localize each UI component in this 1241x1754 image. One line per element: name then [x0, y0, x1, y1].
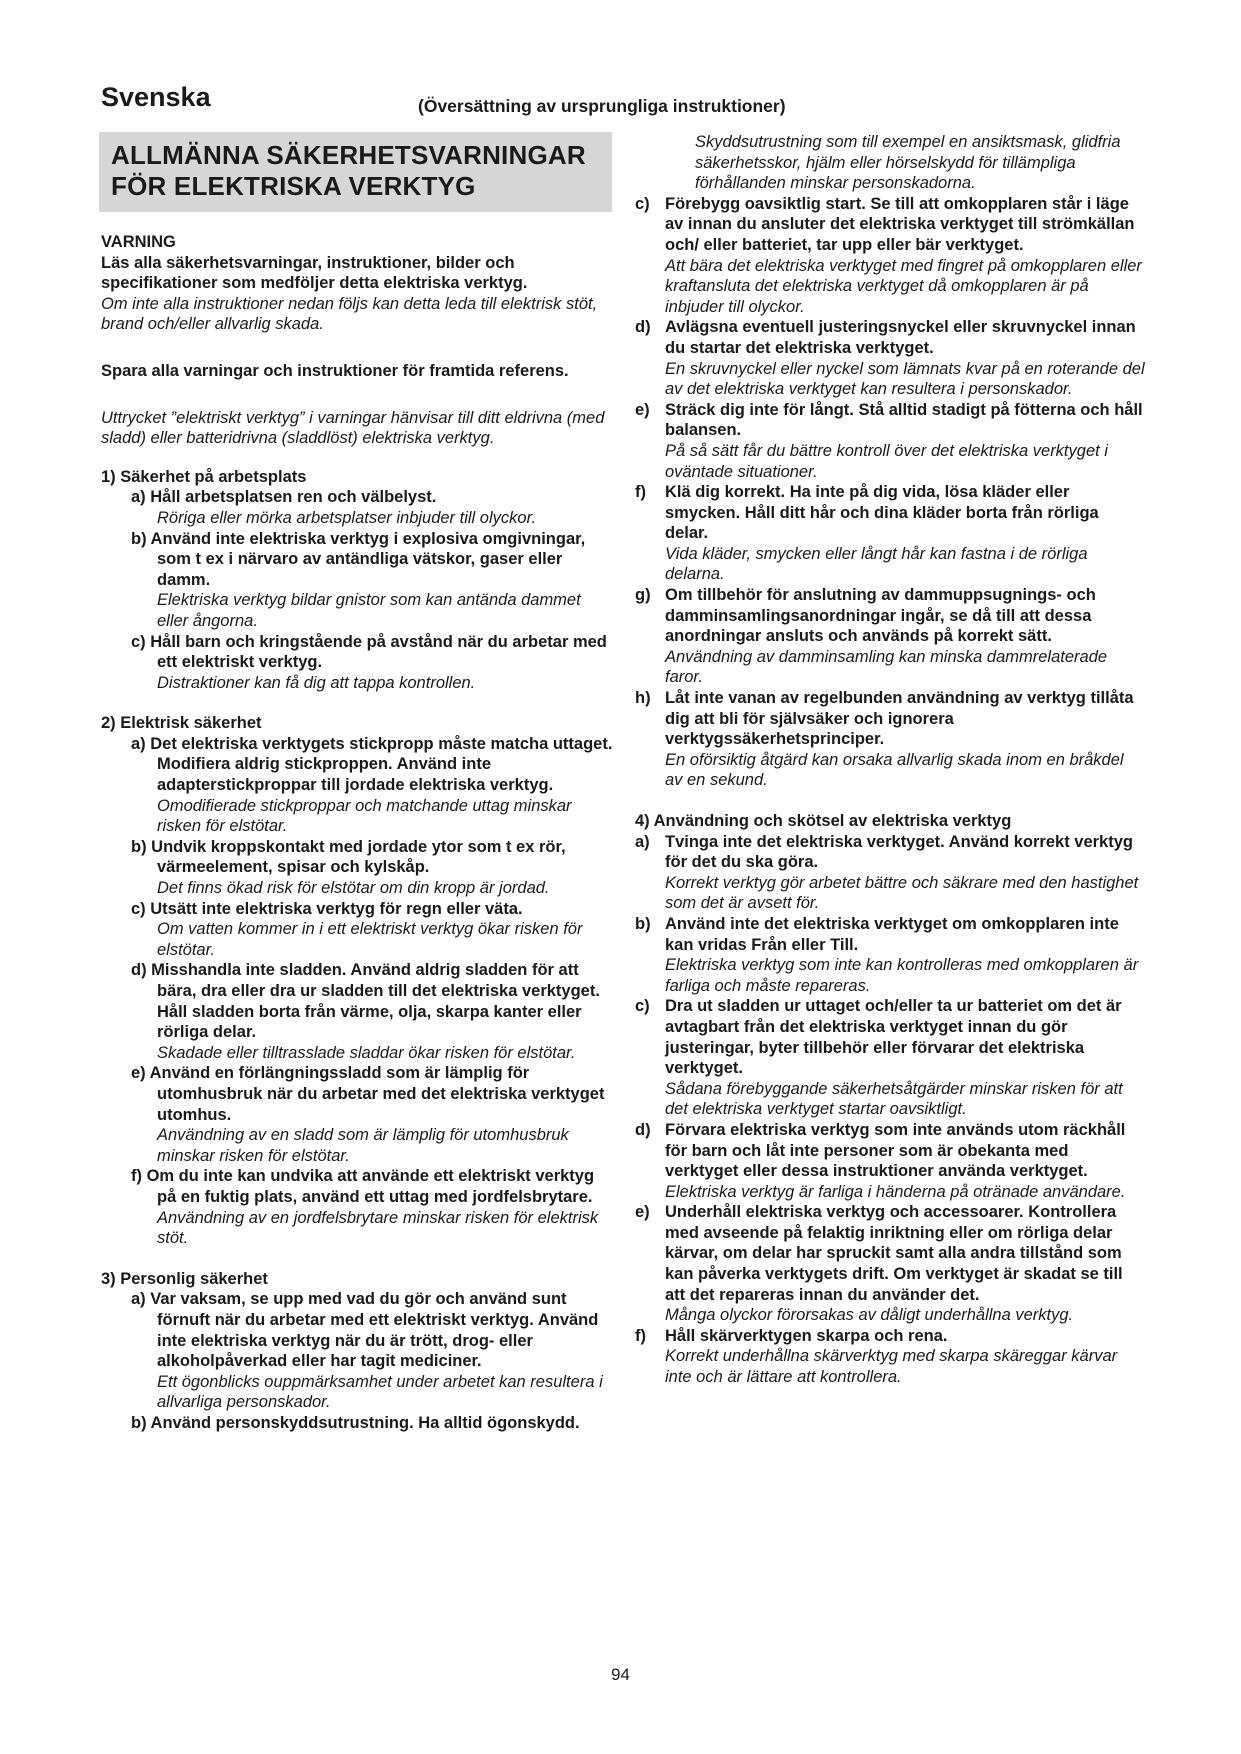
list-item: [635, 1120, 1145, 1202]
item-bold: e) Använd en förlängningssladd som är lämplig för utomhusbruk när du arbetar med det elektriska verktyget utomhus.: [131, 1064, 605, 1124]
item-bold: b) Använd personskyddsutrustning. Ha alltid ögonskydd.: [131, 1413, 580, 1432]
item-bold: Tvinga inte det elektriska verktyget. Använd korrekt verktyg för det du ska göra.: [665, 832, 1133, 872]
item-italic: Ett ögonblicks ouppmärksamhet under arbetet kan resultera i allvarliga personskador.: [157, 1372, 603, 1412]
item-italic: Om vatten kommer in i ett elektriskt verktyg ökar risken för elstötar.: [157, 920, 583, 959]
item-italic: På så sätt får du bättre kontroll över det elektriska verktyget i oväntade situationer.: [665, 441, 1108, 481]
section-banner: ALLMÄNNA SÄKERHETSVARNINGAR FÖR ELEKTRISKA VERKTYG: [99, 132, 612, 212]
item-italic: Vida kläder, smycken eller långt hår kan fastna i de rörliga delarna.: [665, 544, 1088, 584]
item-italic: Korrekt underhållna skärverktyg med skarpa skäreggar kärvar inte och är lättare att kontrollera.: [665, 1347, 1118, 1387]
item-label: c): [635, 997, 650, 1016]
item-italic: Användning av damminsamling kan minska dammrelaterade faror.: [665, 647, 1108, 687]
list-item: [635, 317, 1145, 399]
item-label: a): [635, 832, 650, 851]
section-1-title: 1) Säkerhet på arbetsplats: [101, 467, 307, 486]
list-item: [635, 482, 1145, 585]
item-bold: a) Det elektriska verktygets stickpropp måste matcha uttaget. Modifiera aldrig stickproppen. Använd inte adapterstickproppar till jordade elektriska verktyg.: [131, 734, 613, 795]
item-italic: En skruvnyckel eller nyckel som lämnats kvar på en roterande del av det elektriska verktyget kan resultera i personskador.: [665, 359, 1145, 399]
item-italic: Distraktioner kan få dig att tappa kontrollen.: [157, 673, 476, 692]
warning-italic: Om inte alla instruktioner nedan följs kan detta leda till elektrisk stöt, brand och/eller allvarlig skada.: [101, 294, 598, 334]
item-label: f): [635, 483, 646, 502]
item-italic: Elektriska verktyg som inte kan kontrolleras med omkopplaren är farliga och måste repareras.: [665, 956, 1139, 995]
list-item: [635, 1202, 1145, 1326]
item-italic: En oförsiktig åtgärd kan orsaka allvarlig skada inom en bråkdel av en sekund.: [665, 750, 1124, 790]
item-label: b): [635, 914, 651, 933]
item-bold: Förvara elektriska verktyg som inte används utom räckhåll för barn och låt inte personer som är obekanta med verktyget eller dessa instruktioner använda verktyget.: [665, 1120, 1126, 1181]
item-italic: Elektriska verktyg bildar gnistor som kan antända dammet eller ångorna.: [157, 591, 581, 630]
list-item: [101, 1289, 616, 1413]
list-item: [101, 734, 616, 837]
item-bold: c) Utsätt inte elektriska verktyg för regn eller väta.: [131, 899, 523, 918]
item-label: e): [635, 400, 650, 419]
definition-text: Uttrycket ”elektriskt verktyg” i varningar hänvisar till ditt eldrivna (med sladd) eller batteridrivna (sladdlöst) elektriska verktyg.: [101, 408, 605, 448]
item-italic: Röriga eller mörka arbetsplatser inbjuder till olyckor.: [157, 508, 537, 527]
list-item: [101, 1166, 616, 1248]
item-bold: Dra ut sladden ur uttaget och/eller ta ur batteriet om det är avtagbart från det elektriska verktyget innan du gör justeringar, byter tillbehör eller förvarar det elektriska verktyget.: [665, 997, 1122, 1078]
item-bold: Håll skärverktygen skarpa och rena.: [665, 1326, 948, 1345]
item-italic: Elektriska verktyg är farliga i händerna på otränade användare.: [665, 1182, 1126, 1201]
language-label: Svenska: [101, 82, 211, 112]
list-item: [635, 194, 1145, 318]
item-bold: c) Håll barn och kringstående på avstånd när du arbetar med ett elektriskt verktyg.: [131, 632, 607, 672]
item-italic: Omodifierade stickproppar och matchande uttag minskar risken för elstötar.: [157, 796, 572, 836]
item-label: d): [635, 318, 651, 337]
item-bold: b) Använd inte elektriska verktyg i explosiva omgivningar, som t ex i närvaro av antändliga vätskor, gaser eller damm.: [131, 529, 586, 589]
continuation-text: Skyddsutrustning som till exempel en ansiktsmask, glidfria säkerhetsskor, hjälm eller hörselskydd för tillämpliga förhållanden minskar personskadorna.: [695, 133, 1121, 193]
item-bold: Avlägsna eventuell justeringsnyckel eller skruvnyckel innan du startar det elektriska verktyget.: [665, 318, 1136, 357]
item-bold: Använd inte det elektriska verktyget om omkopplaren inte kan vridas Från eller Till.: [665, 914, 1119, 954]
item-italic: Det finns ökad risk för elstötar om din kropp är jordad.: [157, 879, 550, 898]
item-italic: Användning av en sladd som är lämplig för utomhusbruk minskar risken för elstötar.: [157, 1126, 569, 1165]
item-bold: Låt inte vanan av regelbunden användning av verktyg tillåta dig att bli för självsäker och ignorera verktygssäkerhetsprinciper.: [665, 689, 1134, 749]
list-item: [101, 529, 616, 632]
list-item: [101, 1413, 616, 1434]
item-bold: Underhåll elektriska verktyg och accessoarer. Kontrollera med avseende på felaktig inriktning eller om rörliga delar kärvar, om delar har spruckit samt alla andra tillstånd som kan påverka verktygets drift. Om verktyget är skadat se till att det repareras innan du använder det.: [665, 1203, 1123, 1304]
item-italic: Skadade eller tilltrasslade sladdar ökar risken för elstötar.: [157, 1043, 576, 1062]
list-item: [101, 837, 616, 899]
list-item: [101, 960, 616, 1063]
item-bold: f) Om du inte kan undvika att använde ett elektriskt verktyg på en fuktig plats, använd ett uttag med jordfelsbrytare.: [131, 1167, 595, 1206]
item-bold: a) Var vaksam, se upp med vad du gör och använd sunt förnuft när du arbetar med ett elektriskt verktyg. Använd inte elektriska verktyg när du är trött, drog- eller alkoholpåverkad eller har tagit mediciner.: [131, 1290, 599, 1371]
item-label: e): [635, 1203, 650, 1222]
list-item: [635, 1326, 1145, 1388]
list-item: [635, 585, 1145, 688]
item-label: h): [635, 689, 651, 708]
save-instructions: Spara alla varningar och instruktioner för framtida referens.: [101, 361, 569, 380]
list-item: [635, 996, 1145, 1120]
item-label: g): [635, 586, 651, 605]
list-item: [635, 832, 1145, 914]
item-bold: a) Håll arbetsplatsen ren och välbelyst.: [131, 488, 437, 507]
list-item: [101, 1063, 616, 1166]
section-4-title: 4) Användning och skötsel av elektriska verktyg: [635, 812, 1012, 830]
item-bold: Förebygg oavsiktlig start. Se till att omkopplaren står i läge av innan du ansluter det elektriska verktyget till strömkällan och/ eller batteriet, tar upp eller bär verktyget.: [665, 194, 1135, 254]
item-italic: Många olyckor förorsakas av dåligt underhållna verktyg.: [665, 1306, 1074, 1325]
item-bold: Sträck dig inte för långt. Stå alltid stadigt på fötterna och håll balansen.: [665, 400, 1143, 440]
warning-bold: Läs alla säkerhetsvarningar, instruktioner, bilder och specifikationer som medföljer detta elektriska verktyg.: [101, 253, 528, 293]
item-label: c): [635, 194, 650, 213]
section-3-title: 3) Personlig säkerhet: [101, 1269, 268, 1288]
list-item: [635, 400, 1145, 482]
page-number: 94: [611, 1665, 630, 1684]
item-italic: Att bära det elektriska verktyget med fingret på omkopplaren eller kraftansluta det elektriska verktyget då omkopplaren är på inbjuder till olyckor.: [665, 256, 1142, 316]
left-column: [101, 132, 616, 1433]
section-2-title: 2) Elektrisk säkerhet: [101, 714, 262, 733]
list-item: [101, 487, 616, 528]
item-bold: Om tillbehör för anslutning av dammuppsugnings- och damminsamlingsanordningar ingår, se då till att dessa anordningar ansluts och används på korrekt sätt.: [665, 586, 1096, 646]
item-label: d): [635, 1120, 651, 1139]
item-bold: b) Undvik kroppskontakt med jordade ytor som t ex rör, värmeelement, spisar och kylskåp.: [131, 837, 566, 877]
item-italic: Korrekt verktyg gör arbetet bättre och säkrare med den hastighet som det är avsett för.: [665, 873, 1139, 913]
item-italic: Användning av en jordfelsbrytare minskar risken för elektrisk stöt.: [157, 1208, 599, 1248]
list-item: [101, 899, 616, 961]
list-item: [101, 632, 616, 694]
item-bold: Klä dig korrekt. Ha inte på dig vida, lösa kläder eller smycken. Håll ditt hår och dina kläder borta från rörliga delar.: [665, 483, 1099, 543]
right-column: [635, 132, 1145, 1388]
warning-heading: VARNING: [101, 233, 176, 251]
item-label: f): [635, 1326, 646, 1345]
translation-subtitle: (Översättning av ursprungliga instruktioner): [418, 96, 786, 116]
item-italic: Sådana förebyggande säkerhetsåtgärder minskar risken för att det elektriska verktyget startar oavsiktligt.: [665, 1079, 1123, 1119]
list-item: [635, 914, 1145, 996]
item-bold: d) Misshandla inte sladden. Använd aldrig sladden för att bära, dra eller dra ur sladden till det elektriska verktyget. Håll sladden borta från värme, olja, skarpa kanter eller rörliga delar.: [131, 961, 600, 1042]
list-item: [635, 688, 1145, 791]
